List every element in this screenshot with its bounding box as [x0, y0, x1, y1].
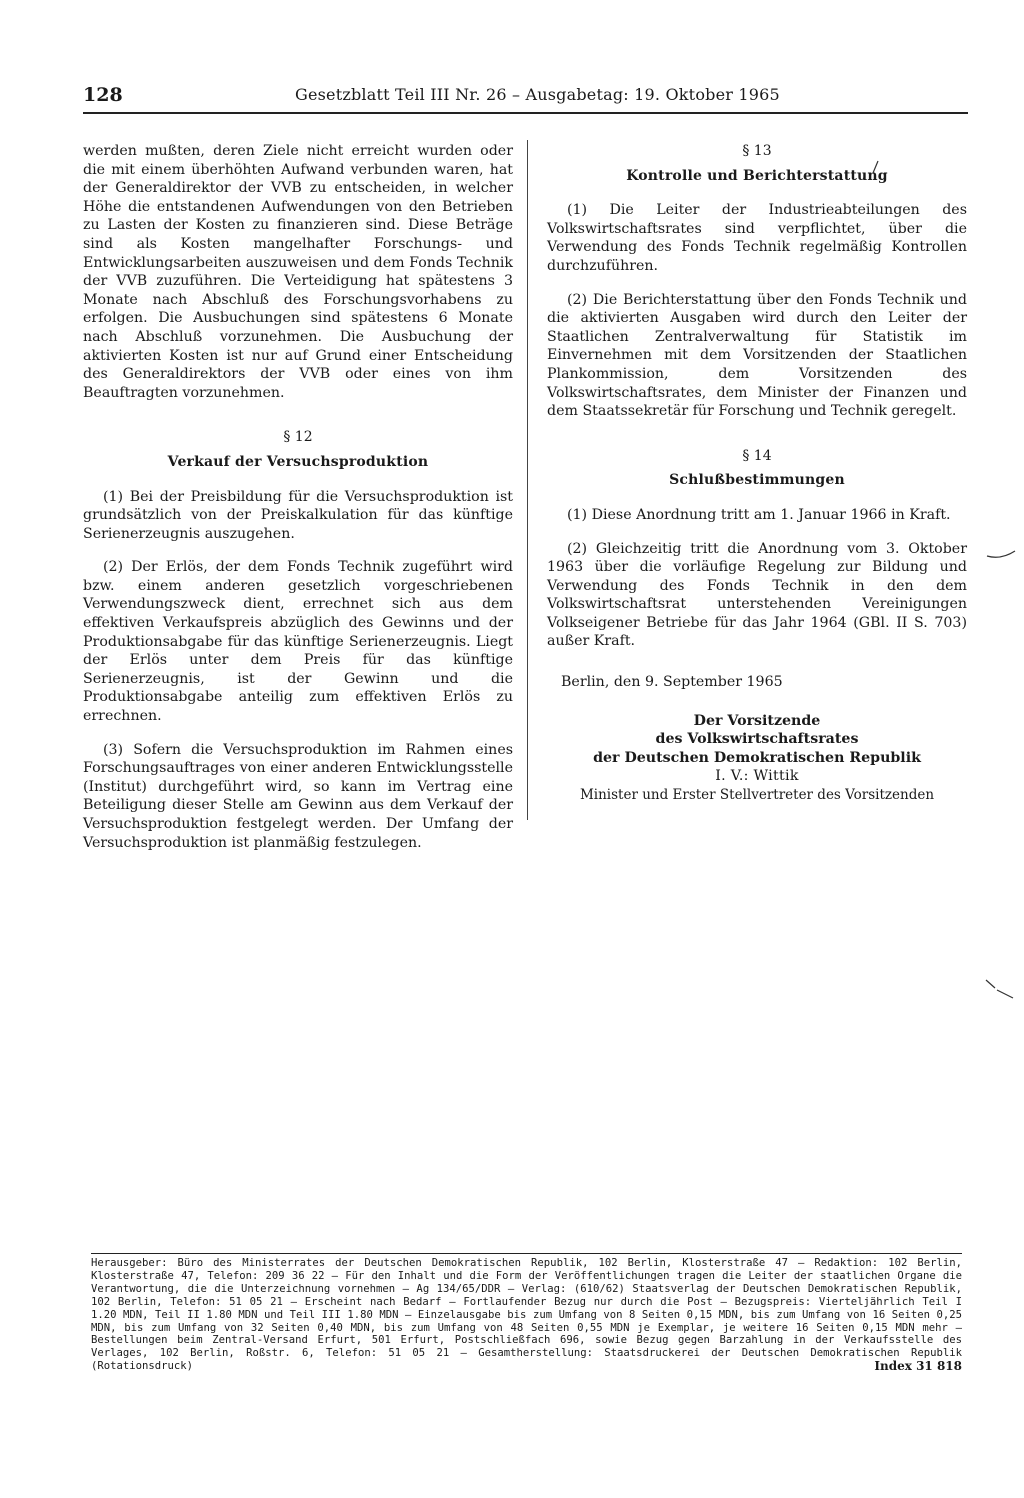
left-column — [83, 142, 513, 867]
page-header — [83, 84, 968, 114]
section-12-paragraph: (3) Sofern die Versuchsproduktion im Rahmen eines Forschungsauftrages von einer anderen Entwicklungsstelle (Institut) durchgeführt wird, so kann im Vertrag eine Beteiligung dieser Stelle am Gewinn aus dem Verkauf der Versuchsproduktion festgelegt werden. Der Umfang der Versuchsproduktion ist planmäßig festzulegen. — [83, 741, 513, 851]
page-number: 128 — [83, 84, 123, 106]
imprint-footer — [91, 1253, 962, 1373]
section-12-title: Verkauf der Versuchsproduktion — [167, 453, 429, 470]
section-13-paragraph: (1) Die Leiter der Industrieabteilungen des Volkswirtschaftsrates sind verpflichtet, über die Verwendung des Fonds Technik regelmäßig Kontrollen durchzuführen. — [547, 202, 967, 274]
section-14-title: Schlußbestimmungen — [669, 472, 845, 489]
column-divider — [527, 140, 528, 820]
section-12-number: § 12 — [283, 429, 313, 446]
section-14-paragraph: (1) Diese Anordnung tritt am 1. Januar 1966 in Kraft. — [567, 506, 951, 523]
running-title: Gesetzblatt Teil III Nr. 26 – Ausgabetag: 19. Oktober 1965 — [295, 85, 780, 104]
scan-mark — [985, 978, 1015, 1000]
section-12-paragraph: (1) Bei der Preisbildung für die Versuchsproduktion ist grundsätzlich von der Preiskalkulation für das künftige Serienerzeugnis auszugehen. — [83, 488, 513, 542]
section-13-paragraph: (2) Die Berichterstattung über den Fonds Technik und die aktivierten Ausgaben wird durch den Leiter der Staatlichen Zentralverwaltung für Statistik im Einvernehmen mit dem Vorsitzenden der Staatlichen Plankommission, dem Vorsitzenden des Volkswirtschaftsrates, dem Minister der Finanzen und dem Staatssekretär für Forschung und Technik geregelt. — [547, 291, 967, 420]
section-12-paragraph: (2) Der Erlös, der dem Fonds Technik zugeführt wird bzw. einem anderen gesetzlich vorgeschriebenen Verwendungszweck dient, errechnet sich aus dem effektiven Verkaufspreis abzüglich des Gewinns und der Produktionsabgabe für das künftige Serienerzeugnis. Liegt der Erlös unter dem Preis für das künftige Serienerzeugnis, ist der Gewinn und die Produktionsabgabe anteilig zum effektiven Erlös zu errechnen. — [83, 559, 513, 725]
section-14-paragraph: (2) Gleichzeitig tritt die Anordnung vom 3. Oktober 1963 über die vorläufige Regelung zur Bildung und Verwendung des Fonds Technik in den dem Volkswirtschaftsrat unterstehenden Vereinigungen Volkseigener Betriebe für das Jahr 1964 (GBl. II S. 703) außer Kraft. — [547, 540, 967, 650]
section-13-title: Kontrolle und Berichterstattung — [626, 167, 888, 184]
place-date: Berlin, den 9. September 1965 — [561, 674, 783, 691]
scan-mark — [870, 160, 880, 174]
signer-name: I. V.: Wittik — [715, 768, 799, 785]
section-14-number: § 14 — [742, 447, 772, 464]
intro-paragraph: werden mußten, deren Ziele nicht erreicht wurden oder die mit einem überhöhten Aufwand verbunden waren, hat der Generaldirektor der VVB zu entscheiden, in welcher Höhe die entstandenen Aufwendungen von den Betrieben zu Lasten der Kosten zu finanzieren sind. Diese Beträge sind als Kosten mangelhafter Forschungs- und Entwicklungsarbeiten auszuweisen und dem Fonds Technik der VVB zuzuführen. Die Verteidigung hat spätestens 3 Monate nach Abschluß des Forschungsvorhabens zu erfolgen. Die Ausbuchungen sind spätestens 6 Monate nach Abschluß vorzunehmen. Die Ausbuchung der aktivierten Kosten ist nur auf Grund einer Entscheidung des Generaldirektors der VVB oder eines von ihm Beauftragten vorzunehmen. — [83, 143, 513, 401]
signature-line-1: Der Vorsitzende — [693, 712, 821, 729]
signer-role: Minister und Erster Stellvertreter des Vorsitzenden — [579, 787, 935, 804]
signature-line-3: der Deutschen Demokratischen Republik — [593, 749, 921, 766]
signature-line-2: des Volkswirtschaftsrates — [655, 731, 859, 748]
scan-mark — [986, 548, 1016, 562]
index-number: Index 31 818 — [874, 1359, 962, 1374]
signature-block — [547, 712, 967, 805]
imprint-text: Herausgeber: Büro des Ministerrates der Deutschen Demokratischen Republik, 102 Berlin, Klosterstraße 47 – Redaktion: 102 Berlin, Klosterstraße 47, Telefon: 209 36 22 – Für den Inhalt und die Form der Veröffentlichungen tragen die Leiter der staatlichen Organe die Verantwortung, die die Unterzeichnung vornehmen – Ag 134/65/DDR – Verlag: (610/62) Staatsverlag der Deutschen Demokratischen Republik, 102 Berlin, Telefon: 51 05 21 – Erscheint nach Bedarf – Fortlaufender Bezug nur durch die Post – Bezugspreis: Vierteljährlich Teil I 1.20 MDN, Teil II 1.80 MDN und Teil III 1.80 MDN – Einzelausgabe bis zum Umfang von 8 Seiten 0,15 MDN, bis zum Umfang von 16 Seiten 0,25 MDN, bis zum Umfang von 32 Seiten 0,40 MDN, bis zum Umfang von 48 Seiten 0,55 MDN je Exemplar, je weitere 16 Seiten 0,15 MDN mehr – Bestellungen beim Zentral-Versand Erfurt, 501 Erfurt, Postschließfach 696, sowie Bezug gegen Barzahlung in der Verkaufsstelle des Verlages, 102 Berlin, Roßstr. 6, Telefon: 51 05 21 – Gesamtherstellung: Staatsdruckerei der Deutschen Demokratischen Republik (Rotationsdruck) — [91, 1257, 962, 1373]
section-13-number: § 13 — [742, 143, 772, 159]
right-column — [547, 142, 967, 805]
